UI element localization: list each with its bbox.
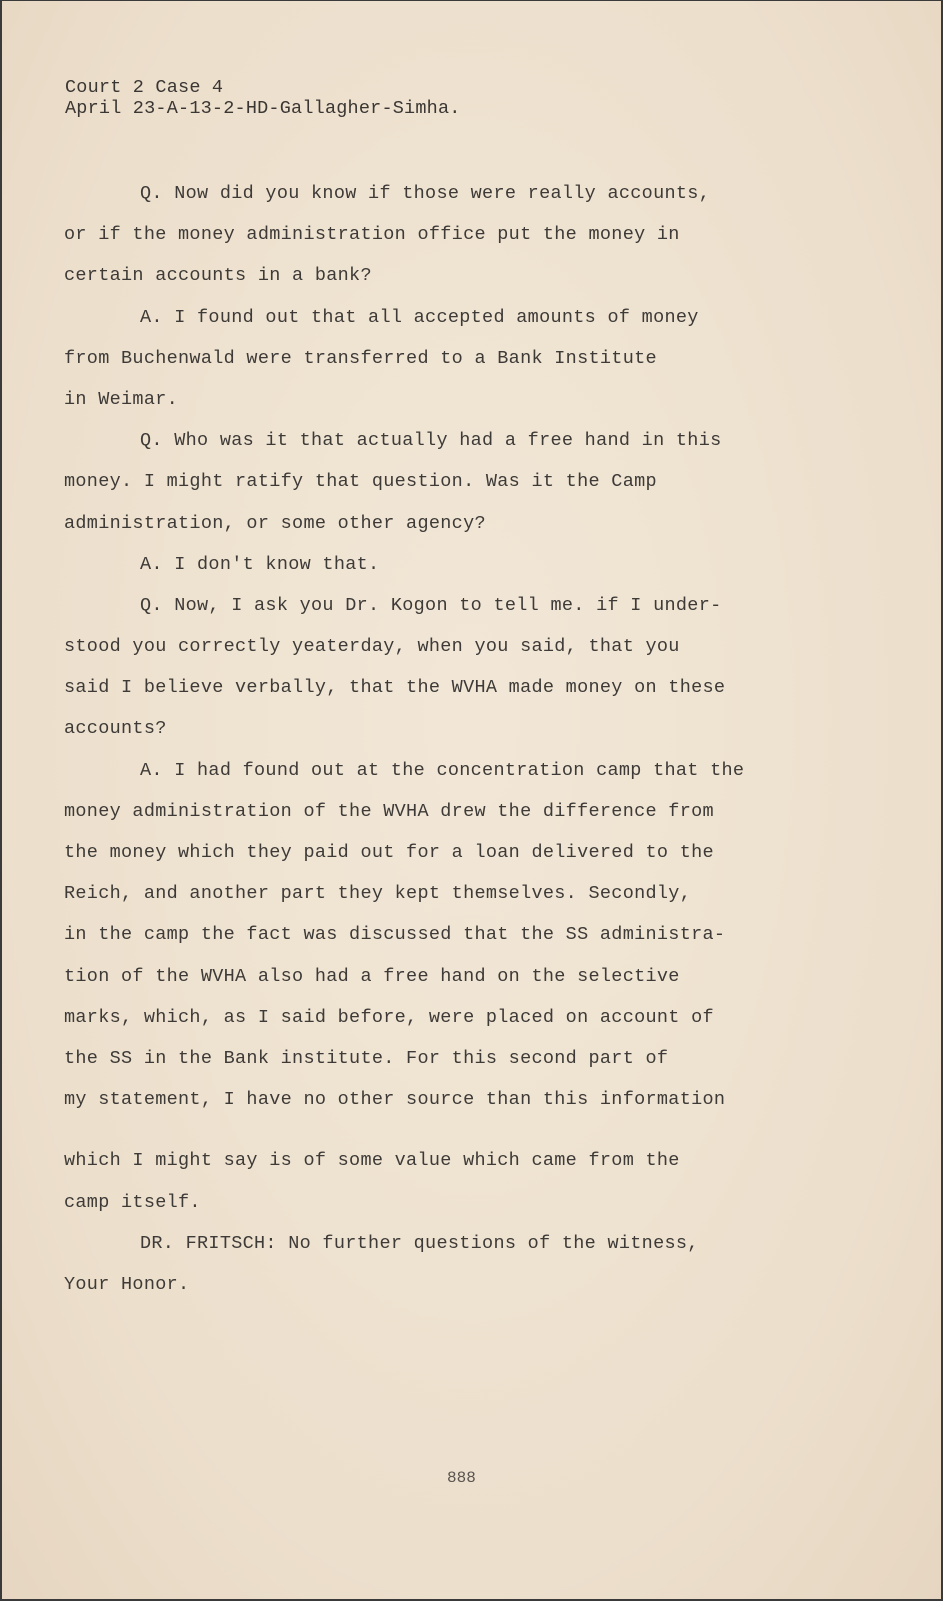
- transcript-line: accounts?: [64, 718, 167, 740]
- transcript-line: in Weimar.: [64, 388, 179, 410]
- document-header: [65, 77, 461, 119]
- transcript-line: certain accounts in a bank?: [64, 265, 372, 287]
- session-reference: April 23-A-13-2-HD-Gallagher-Simha.: [65, 98, 461, 119]
- transcript-line: my statement, I have no other source than this information: [64, 1089, 726, 1111]
- transcript-line: Q. Now, I ask you Dr. Kogon to tell me. if I under-: [140, 594, 722, 616]
- transcript-line: Reich, and another part they kept themselves. Secondly,: [64, 883, 692, 905]
- transcript-line: the money which they paid out for a loan delivered to the: [64, 842, 714, 863]
- transcript-line: A. I had found out at the concentration camp that the: [140, 759, 745, 781]
- page-number: 888: [447, 1469, 476, 1487]
- transcript-line: in the camp the fact was discussed that the SS administra-: [64, 924, 726, 946]
- transcript-line: stood you correctly yeaterday, when you said, that you: [64, 636, 680, 658]
- transcript-body: [64, 173, 864, 1305]
- transcript-line: administration, or some other agency?: [64, 512, 486, 534]
- transcript-line: which I might say is of some value which came from the: [64, 1150, 680, 1172]
- transcript-line: Q. Who was it that actually had a free hand in this: [140, 430, 722, 452]
- transcript-line: money administration of the WVHA drew the difference from: [64, 800, 714, 822]
- transcript-line: tion of the WVHA also had a free hand on the selective: [64, 965, 680, 987]
- transcript-line: Q. Now did you know if those were really accounts,: [140, 183, 711, 204]
- transcript-line: camp itself.: [64, 1191, 201, 1213]
- transcript-line: from Buchenwald were transferred to a Bank Institute: [64, 347, 657, 369]
- transcript-line: Your Honor.: [64, 1273, 190, 1295]
- transcript-line: A. I don't know that.: [140, 553, 380, 575]
- transcript-line: the SS in the Bank institute. For this second part of: [64, 1047, 669, 1069]
- case-reference: Court 2 Case 4: [65, 77, 224, 98]
- transcript-line: A. I found out that all accepted amounts of money: [140, 306, 699, 328]
- transcript-line: or if the money administration office put the money in: [64, 224, 680, 246]
- transcript-line: DR. FRITSCH: No further questions of the witness,: [140, 1232, 699, 1254]
- line-gap: [64, 1120, 864, 1140]
- transcript-line: said I believe verbally, that the WVHA made money on these: [64, 677, 726, 699]
- transcript-line: marks, which, as I said before, were placed on account of: [64, 1006, 714, 1028]
- document-page: [2, 1, 941, 1599]
- transcript-line: money. I might ratify that question. Was it the Camp: [64, 471, 657, 493]
